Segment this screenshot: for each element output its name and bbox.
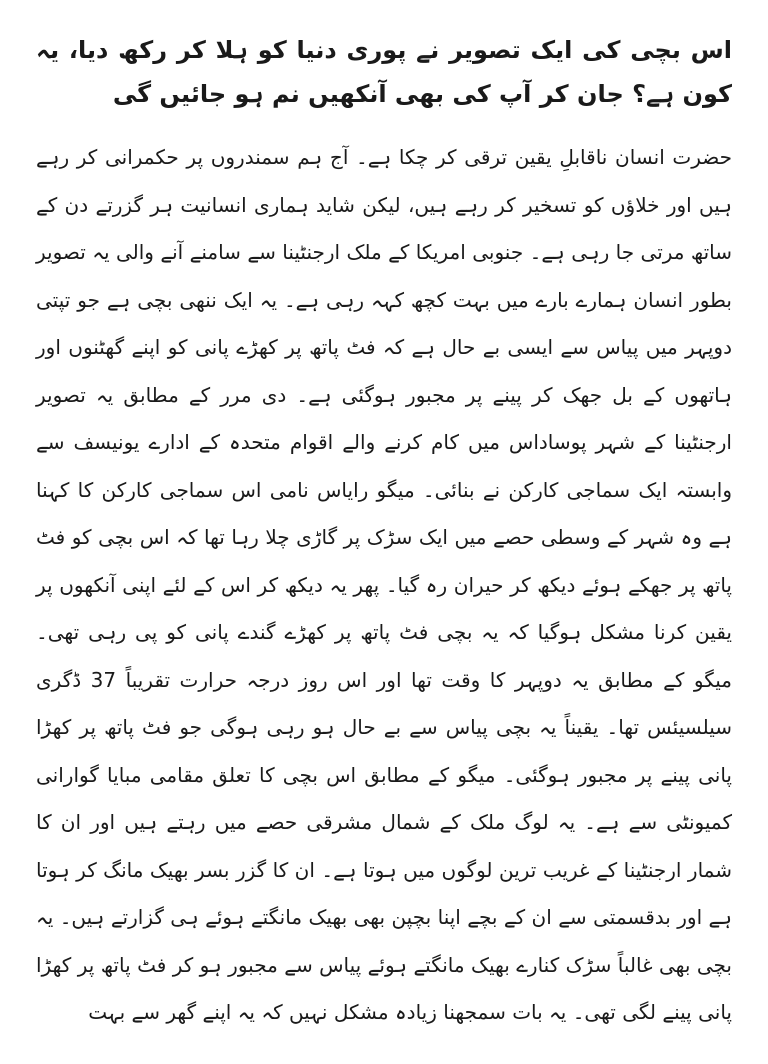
- article: [36, 28, 732, 1037]
- article-headline: اس بچی کی ایک تصویر نے پوری دنیا کو ہلا کر رکھ دیا، یہ کون ہے؟ جان کر آپ کی بھی آنکھیں نم ہو جائیں گی: [36, 36, 732, 108]
- article-body: حضرت انسان ناقابلِ یقین ترقی کر چکا ہے۔ آج ہم سمندروں پر حکمرانی کر رہے ہیں اور خلاؤں کو تسخیر کر رہے ہیں، لیکن شاید ہماری انسانیت ہر گزرتے دن کے ساتھ مرتی جا رہی ہے۔ جنوبی امریکا کے ملک ارجنٹینا سے سامنے آنے والی یہ تصویر بطور انسان ہمارے بارے میں بہت کچھ کہہ رہی ہے۔ یہ ایک ننھی بچی ہے جو تپتی دوپہر میں پیاس سے ایسی بے حال ہے کہ فٹ پاتھ پر کھڑے پانی کو اپنے گھٹنوں اور ہاتھوں کے بل جھک کر پینے پر مجبور ہوگئی ہے۔ دی مرر کے مطابق یہ تصویر ارجنٹینا کے شہر پوساداس میں کام کرنے والے اقوام متحدہ کے ادارے یونیسف سے وابستہ ایک سماجی کارکن نے بنائی۔ میگو رایاس نامی اس سماجی کارکن کا کہنا ہے وہ شہر کے وسطی حصے میں ایک سڑک پر گاڑی چلا رہا تھا کہ اس بچی کو فٹ پاتھ پر جھکے ہوئے دیکھ کر حیران رہ گیا۔ پھر یہ دیکھ کر اس کے لئے اپنی آنکھوں پر یقین کرنا مشکل ہوگیا کہ یہ بچی فٹ پاتھ پر کھڑے گندے پانی کو پی رہی تھی۔ میگو کے مطابق یہ دوپہر کا وقت تھا اور اس روز درجہ حرارت تقریباً 37 ڈگری سیلسیئس تھا۔ یقیناً یہ بچی پیاس سے بے حال ہو رہی ہوگی جو فٹ پاتھ پر کھڑا پانی پینے پر مجبور ہوگئی۔ میگو کے مطابق اس بچی کا تعلق مقامی مبایا گوارانی کمیونٹی سے ہے۔ یہ لوگ ملک کے شمال مشرقی حصے میں رہتے ہیں اور ان کا شمار ارجنٹینا کے غریب ترین لوگوں میں ہوتا ہے۔ ان کا گزر بسر بھیک مانگ کر ہوتا ہے اور بدقسمتی سے ان کے بچے اپنا بچپن بھی بھیک مانگتے ہوئے ہی گزارتے ہیں۔ یہ بچی بھی غالباً سڑک کنارے بھیک مانگتے ہوئے پیاس سے مجبور ہو کر فٹ پاتھ پر کھڑا پانی پینے لگی تھی۔ یہ بات سمجھنا زیادہ مشکل نہیں کہ یہ اپنے گھر سے بہت: [36, 145, 732, 1024]
